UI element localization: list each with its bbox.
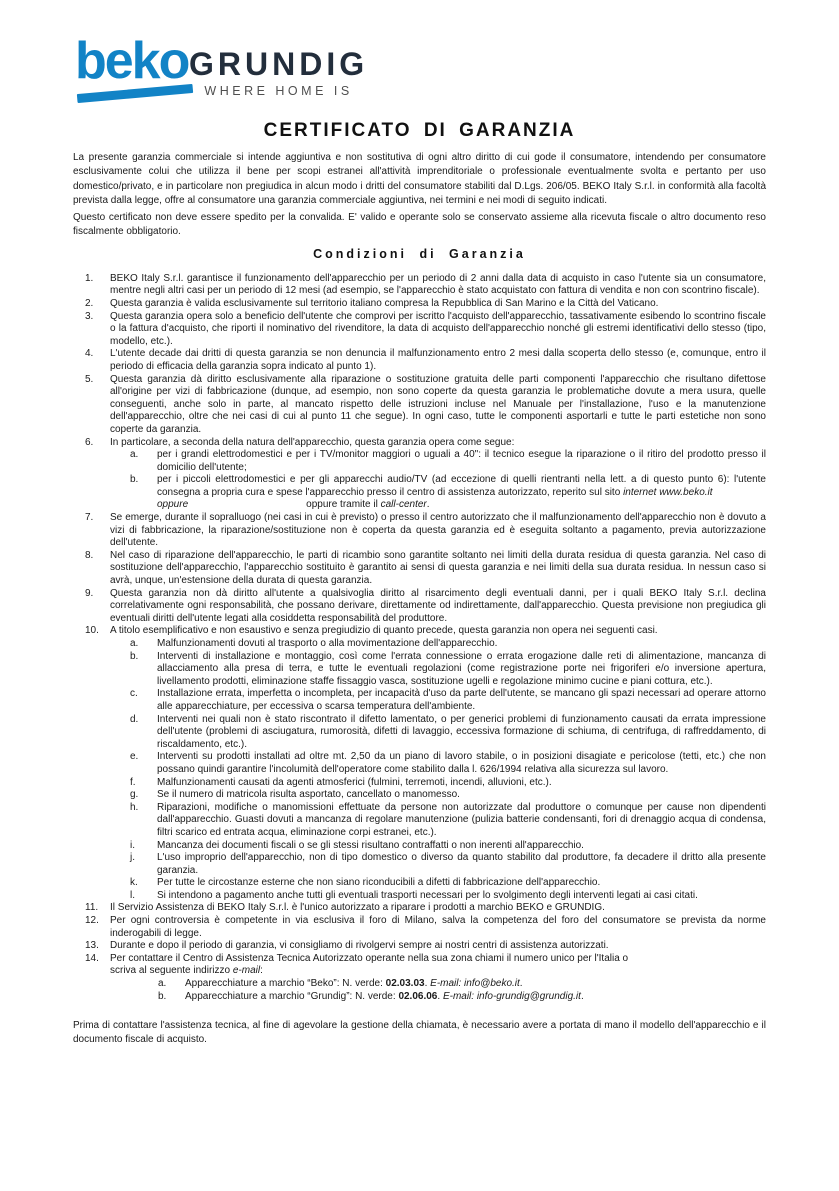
text-run: . xyxy=(519,978,523,990)
condition-item xyxy=(73,940,766,953)
item-marker: a. xyxy=(158,978,167,990)
item-text: Questa garanzia dà diritto esclusivamente alla riparazione o sostituzione gratuita delle parti componenti l'apparecchio che risultano difettose all'origine per vizi di fabbricazione (dunque, ad esempio, non sono coperte da questa garanzia le problematiche dovute a mera usura, quelle conseguenti, anche solo in parte, al mancato rispetto delle istruzioni incluse nel Manuale per l'installazione, l'uso e la manutenzione dell'apparecchio, oltre che nei casi di cui al punto 11 che segue). In ogni caso, tutte le componenti asportarli e tutte le parti estetiche non sono coperte da garanzia. xyxy=(110,373,766,435)
intro-paragraph-2: Questo certificato non deve essere spedito per la convalida. E' valido e operante solo se conservato assieme alla ricevuta fiscale o altro documento reso fiscalmente obbligatorio. xyxy=(73,212,766,238)
condition-item xyxy=(73,348,766,373)
item-text: Questa garanzia non dà diritto all'utente a qualsivoglia diritto al risarcimento degli eventuali danni, per i quali BEKO Italy S.r.l. declina correlativamente ogni responsabilità, che possano derivare, direttamente od indirettamente, dall'apparecchio. Questa previsione non pregiudica gli eventuali diritti dell'utente legati alla cosiddetta responsabilità del produttore. xyxy=(110,587,766,624)
item-marker: b. xyxy=(158,990,167,1002)
text-run: per i piccoli elettrodomestici e per gli apparecchi audio/TV (ad eccezione di quelli rientranti nella lett. a di questo punto 6): l'utente consegna a propria cura e spese l'apparecchio presso il centro di assistenza autorizzato, reperito sul sito xyxy=(157,474,766,498)
text-run: e-mail xyxy=(232,965,261,977)
item-marker: 11. xyxy=(85,902,99,914)
item-marker: f. xyxy=(130,776,136,788)
condition-subitem xyxy=(73,449,766,474)
condition-subitem xyxy=(73,777,766,790)
item-marker: 10. xyxy=(85,625,99,637)
condition-item xyxy=(73,273,766,298)
condition-item xyxy=(73,902,766,915)
item-marker: 6. xyxy=(85,436,94,448)
item-marker: 2. xyxy=(85,297,94,309)
intro-paragraph-1: La presente garanzia commerciale si intende aggiuntiva e non sostitutiva di ogni altro diritto di cui gode il consumatore, intendendo per consumatore esclusivamente colui che utilizza il bene per scopi estranei all'attività imprenditoriale o professionale eventualmente svolta e pertanto per uso domestico/privato, e in particolare non pregiudica in alcun modo i dritti del consumatore stabiliti dal D.Lgs. 206/05. BEKO Italy S.r.l. in conformità alla facoltà prevista dalla legge, offre al consumatore una garanzia commerciale aggiuntiva, nei termini e nei modi di seguito indicati. xyxy=(73,152,766,206)
item-text xyxy=(157,474,766,510)
beko-logo-text: beko xyxy=(75,32,189,90)
condition-subitem xyxy=(73,714,766,752)
item-text: Questa garanzia è valida esclusivamente sul territorio italiano compresa la Repubblica di San Marino e la Città del Vaticano. xyxy=(110,297,659,309)
conditions-list xyxy=(73,273,766,1003)
item-marker: 1. xyxy=(85,272,94,284)
item-text: Riparazioni, modifiche o manomissioni effettuate da persone non autorizzate dal produttore o comunque per cause non dipendenti dall'apparecchio. Guasti dovuti a mancanza di regolare manutenzione (pulizia batterie condensanti, fori di drenaggio acqua di condensa, filtri scarico ed entrata acqua, eliminazione corpi estranei, etc.). xyxy=(157,801,766,838)
condition-item xyxy=(73,437,766,450)
condition-subitem xyxy=(73,474,766,512)
item-text xyxy=(110,953,628,977)
item-marker: 13. xyxy=(85,940,99,952)
text-run: . xyxy=(437,990,443,1002)
item-text: Installazione errata, imperfetta o incompleta, per incapacità d'uso da parte dell'utente, se mancano gli spazi necessari ad operare attorno alle apparecchiature, per eccessiva o scarsa temperatura dell'ambiente. xyxy=(157,688,766,712)
text-run: . xyxy=(426,499,430,511)
text-run: internet www.beko.it xyxy=(623,486,713,498)
item-text: Se emerge, durante il sopralluogo (nei casi in cui è previsto) o presso il centro autorizzato che il malfunzionamento dell'apparecchio non è dovuto a vizi di fabbricazione, la riparazione/sostituzione non è coperta da questa garanzia ed è eseguita soltanto a pagamento, previa autorizzazione dell'utente. xyxy=(110,512,766,549)
text-run: 02.03.03 xyxy=(385,978,425,990)
item-text: Il Servizio Assistenza di BEKO Italy S.r.l. è l'unico autorizzato a riparare i prodotti a marchio BEKO e GRUNDIG. xyxy=(110,902,605,914)
item-marker: 14. xyxy=(85,952,99,964)
item-marker: j. xyxy=(130,852,135,864)
item-text xyxy=(185,978,523,989)
text-run: . xyxy=(580,990,584,1002)
item-marker: 4. xyxy=(85,348,94,360)
condition-subitem xyxy=(73,978,766,991)
condition-item xyxy=(73,625,766,638)
condition-item xyxy=(73,915,766,940)
item-text: per i grandi elettrodomestici e per i TV/monitor maggiori o uguali a 40": il tecnico esegue la riparazione o il ritiro del prodotto presso il domicilio dell'utente; xyxy=(157,449,766,473)
text-run: E-mail: info-grundig@grundig.it xyxy=(442,990,581,1002)
item-text: Malfunzionamenti dovuti al trasporto o alla movimentazione dell'apparecchio. xyxy=(157,638,498,649)
item-marker: b. xyxy=(130,474,139,486)
item-marker: a. xyxy=(130,638,139,649)
item-marker: b. xyxy=(130,650,139,662)
conditions-heading: Condizioni di Garanzia xyxy=(313,246,526,261)
condition-subitem xyxy=(73,890,766,903)
item-marker: l. xyxy=(130,889,135,901)
text-run: Apparecchiature a marchio “Grundig”: N. verde: xyxy=(185,990,399,1002)
condition-subitem xyxy=(73,751,766,776)
item-text: Si intendono a pagamento anche tutti gli eventuali trasporti necessari per lo svolgimento degli interventi legati ai casi citati. xyxy=(157,889,698,901)
condition-subitem xyxy=(73,688,766,713)
page-title: CERTIFICATO DI GARANZIA xyxy=(263,120,576,141)
item-marker: 3. xyxy=(85,310,94,322)
condition-item xyxy=(73,512,766,550)
item-marker: 7. xyxy=(85,512,94,524)
item-text: Nel caso di riparazione dell'apparecchio, le parti di ricambio sono garantite soltanto nei limiti della durata residua di questa garanzia. Nel caso di sostituzione dell'apparecchio, l'apparecchio sostituito è garantito ai sensi di questa garanzia e nei limiti della sua durata residua. In nessun caso si avrà, unque, un'estensione della durata di questa garanzia. xyxy=(110,549,766,587)
text-run: oppure tramite il xyxy=(306,499,381,511)
item-text: Interventi nei quali non è stato riscontrato il difetto lamentato, o per generici problemi di funzionamento causati da errata impressione dell'utente (problemi di asciugatura, rumorosità, difetti di lavaggio, eccessiva formazione di schiuma, di centrifuga, di raffreddamento, di riscaldamento, etc.). xyxy=(157,713,766,750)
grundig-logo-text: GRUNDIG xyxy=(189,46,369,82)
item-text: Malfunzionamenti causati da agenti atmosferici (fulmini, terremoti, incendi, alluvioni, etc.). xyxy=(157,776,552,788)
condition-subitem xyxy=(73,802,766,840)
text-run: oppure xyxy=(157,499,189,511)
item-marker: g. xyxy=(130,789,139,801)
item-marker: k. xyxy=(130,877,138,889)
item-marker: 9. xyxy=(85,587,94,599)
item-marker: h. xyxy=(130,801,139,813)
item-text: A titolo esemplificativo e non esaustivo e senza pregiudizio di quanto precede, questa garanzia non opera nei seguenti casi. xyxy=(110,625,658,637)
condition-subitem xyxy=(73,638,766,651)
text-run: E-mail: info@beko.it xyxy=(430,978,520,990)
item-text: Per ogni controversia è competente in via esclusiva il foro di Milano, salva la competenza del foro del consumatore se prevista da norme inderogabili di legge. xyxy=(110,915,766,939)
item-marker: 5. xyxy=(85,373,94,385)
text-run: : xyxy=(260,965,263,977)
text-run: Per contattare il Centro di Assistenza Tecnica Autorizzato operante nella sua zona chiami il numero unico per l'Italia o xyxy=(110,952,629,964)
text-run: Apparecchiature a marchio “Beko”: N. verde: xyxy=(185,978,386,990)
condition-item xyxy=(73,298,766,311)
grundig-logo xyxy=(189,48,368,98)
footer-note: Prima di contattare l'assistenza tecnica, al fine di agevolare la gestione della chiamata, è necessario avere a portata di mano il modello dell'apparecchio e il documento fiscale di acquisto. xyxy=(73,1020,766,1046)
text-run: 02.06.06 xyxy=(398,990,438,1002)
item-text: Mancanza dei documenti fiscali o se gli stessi risultano contraffatti o non inerenti all'apparecchio. xyxy=(157,839,584,851)
item-marker: a. xyxy=(130,449,139,461)
item-text xyxy=(185,991,584,1002)
text-run: . xyxy=(424,978,431,990)
item-marker: c. xyxy=(130,688,138,700)
item-text: Per tutte le circostanze esterne che non siano riconducibili a difetti di fabbricazione dell'apparecchio. xyxy=(157,877,601,889)
item-text: Durante e dopo il periodo di garanzia, vi consigliamo di rivolgervi sempre ai nostri centri di assistenza autorizzati. xyxy=(110,940,609,952)
text-run: scriva al seguente indirizzo xyxy=(110,965,233,977)
item-text: Interventi su prodotti installati ad oltre mt. 2,50 da un piano di lavoro stabile, o in posizioni disagiate e pericolose (tetti, etc.) che non possano quindi garantire l'incolumità dell'operatore come stabilito dalla l. 626/1994 relativa alla sicurezza sul lavoro. xyxy=(157,751,766,775)
condition-item xyxy=(73,588,766,626)
item-marker: 12. xyxy=(85,915,99,927)
item-marker: 8. xyxy=(85,549,94,561)
condition-subitem xyxy=(73,877,766,890)
item-text: BEKO Italy S.r.l. garantisce il funzionamento dell'apparecchio per un periodo di 2 anni dalla data di acquisto in caso l'utente sia un consumatore, mentre negli altri casi per un periodo di 12 mesi (ad esempio, se l'apparecchio è stato acquistato con fattura di vendita e non con scontrino fiscale). xyxy=(110,272,766,297)
condition-item xyxy=(73,311,766,349)
item-text: Questa garanzia opera solo a beneficio dell'utente che comprovi per iscritto l'acquisto dell'apparecchio, tassativamente esibendo lo scontrino fiscale o la fattura d'acquisto, che riporti il nominativo del rivenditore, la data di acquisto dell'apparecchio nonché gli estremi identificativi dello stesso (tipo, modello, etc.). xyxy=(110,310,766,347)
item-text: L'utente decade dai dritti di questa garanzia se non denuncia il malfunzionamento entro 2 mesi dalla scoperta dello stesso (e, comunque, entro il periodo di efficacia della garanzia sopra indicato al punto 1). xyxy=(110,348,766,372)
condition-subitem xyxy=(73,991,766,1004)
condition-subitem xyxy=(73,651,766,689)
beko-logo xyxy=(75,32,197,98)
text-run: call-center xyxy=(380,499,427,511)
brand-header xyxy=(73,0,766,112)
condition-subitem xyxy=(73,852,766,877)
item-text: Interventi di installazione e montaggio, così come l'errata connessione o errata erogazione dalle reti di alimentazione, mancanza di allacciamento alla presa di terra, e tutte le eventuali regolazioni (come registrazione porte nei frigoriferi e/o inversione apertura, livellamento prodotti, eliminazione staffe fissaggio vasca, sostituzione ugelli e regolazione minimo cucine e piani cottura, etc.). xyxy=(157,650,766,687)
condition-subitem xyxy=(73,789,766,802)
item-marker: d. xyxy=(130,713,139,725)
condition-item xyxy=(73,550,766,588)
grundig-tagline: WHERE HOME IS xyxy=(204,84,353,98)
item-text: L'uso improprio dell'apparecchio, non di tipo domestico o diverso da quanto stabilito dal produttore, fa decadere il dritto alla presente garanzia. xyxy=(157,852,766,876)
item-marker: i. xyxy=(130,839,135,851)
condition-item xyxy=(73,374,766,437)
item-marker: e. xyxy=(130,751,139,763)
condition-item xyxy=(73,953,766,978)
item-text: In particolare, a seconda della natura dell'apparecchio, questa garanzia opera come segue: xyxy=(110,436,515,448)
condition-subitem xyxy=(73,840,766,853)
item-text: Se il numero di matricola risulta asportato, cancellato o manomesso. xyxy=(157,789,460,801)
